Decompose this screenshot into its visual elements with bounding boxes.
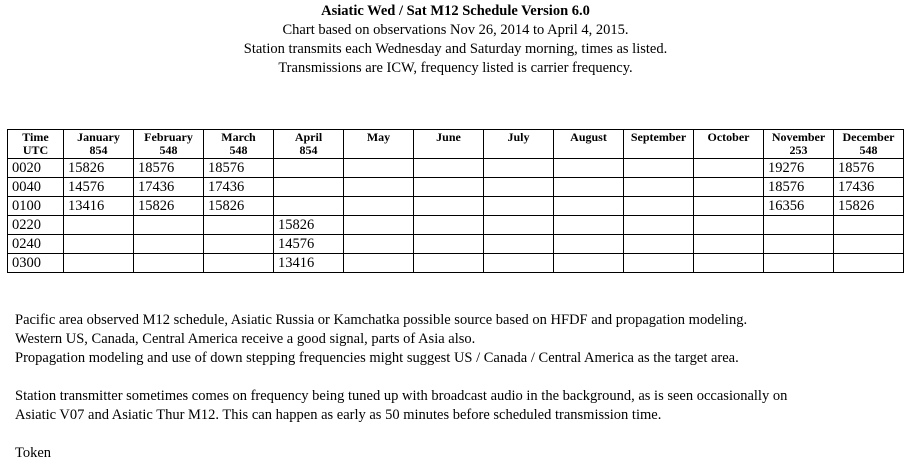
frequency-cell [694, 159, 764, 178]
frequency-cell: 17436 [834, 178, 904, 197]
frequency-cell: 18576 [134, 159, 204, 178]
table-row [8, 159, 904, 178]
frequency-cell [64, 254, 134, 273]
frequency-cell [484, 235, 554, 254]
column-header [8, 130, 64, 159]
column-name: December [842, 130, 895, 144]
table-body [8, 159, 904, 273]
schedule-table [7, 129, 904, 273]
frequency-cell [64, 235, 134, 254]
frequency-cell: 15826 [834, 197, 904, 216]
frequency-cell [274, 197, 344, 216]
frequency-cell [204, 216, 274, 235]
column-name: January [77, 130, 120, 144]
column-name: November [771, 130, 826, 144]
column-subtitle: 548 [159, 142, 178, 157]
frequency-cell [134, 216, 204, 235]
column-subtitle: UTC [22, 142, 49, 157]
frequency-cell [414, 235, 484, 254]
time-cell: 0220 [8, 216, 64, 235]
column-name: July [507, 130, 530, 144]
column-name: October [707, 130, 750, 144]
table-row [8, 216, 904, 235]
column-header [64, 130, 134, 159]
column-name: April [294, 130, 323, 144]
column-name: Time [22, 130, 49, 144]
frequency-cell: 17436 [204, 178, 274, 197]
frequency-cell [764, 216, 834, 235]
frequency-cell [134, 235, 204, 254]
note-tuning-continued: Asiatic V07 and Asiatic Thur M12. This can happen as early as 50 minutes before scheduled transmission time. [15, 407, 662, 423]
column-header [554, 130, 624, 159]
frequency-cell [834, 235, 904, 254]
frequency-cell [694, 235, 764, 254]
frequency-cell [554, 197, 624, 216]
frequency-cell [344, 178, 414, 197]
frequency-cell: 16356 [764, 197, 834, 216]
table-row [8, 178, 904, 197]
frequency-cell: 18576 [764, 178, 834, 197]
column-name: May [366, 130, 391, 144]
frequency-cell [554, 178, 624, 197]
header-line-mode: Transmissions are ICW, frequency listed is carrier frequency. [278, 60, 633, 76]
frequency-cell [694, 216, 764, 235]
frequency-cell [694, 254, 764, 273]
frequency-cell [484, 159, 554, 178]
frequency-cell [274, 159, 344, 178]
frequency-cell: 14576 [64, 178, 134, 197]
column-subtitle: 253 [789, 142, 808, 157]
frequency-cell [624, 159, 694, 178]
time-cell: 0300 [8, 254, 64, 273]
column-name: September [630, 130, 687, 144]
frequency-cell [414, 254, 484, 273]
column-header [414, 130, 484, 159]
column-header [834, 130, 904, 159]
frequency-cell [414, 159, 484, 178]
frequency-cell [834, 216, 904, 235]
frequency-cell [834, 254, 904, 273]
table-row [8, 235, 904, 254]
time-cell: 0040 [8, 178, 64, 197]
frequency-cell [484, 216, 554, 235]
column-name: February [144, 130, 193, 144]
column-header [764, 130, 834, 159]
column-header [344, 130, 414, 159]
frequency-cell: 18576 [204, 159, 274, 178]
column-header [624, 130, 694, 159]
table-header-row [8, 130, 904, 159]
frequency-cell [344, 216, 414, 235]
frequency-cell [344, 254, 414, 273]
frequency-cell [274, 178, 344, 197]
column-header [134, 130, 204, 159]
frequency-cell [694, 178, 764, 197]
column-header [694, 130, 764, 159]
frequency-cell: 19276 [764, 159, 834, 178]
frequency-cell [624, 197, 694, 216]
frequency-cell: 18576 [834, 159, 904, 178]
note-transmitter-tuning: Station transmitter sometimes comes on frequency being tuned up with broadcast audio in the background, as is seen occasionally on [15, 388, 788, 404]
column-name: March [221, 130, 256, 144]
column-header [484, 130, 554, 159]
frequency-cell: 17436 [134, 178, 204, 197]
frequency-cell [484, 254, 554, 273]
column-subtitle: 548 [859, 142, 878, 157]
notes-section [15, 311, 905, 463]
frequency-cell [554, 235, 624, 254]
frequency-cell: 13416 [64, 197, 134, 216]
frequency-cell [134, 254, 204, 273]
frequency-cell [484, 197, 554, 216]
frequency-cell [764, 235, 834, 254]
frequency-cell [624, 216, 694, 235]
frequency-cell: 15826 [64, 159, 134, 178]
frequency-cell [204, 254, 274, 273]
signature: Token [15, 445, 52, 461]
frequency-cell: 15826 [274, 216, 344, 235]
frequency-cell [484, 178, 554, 197]
frequency-cell: 15826 [134, 197, 204, 216]
frequency-cell [414, 197, 484, 216]
frequency-cell [204, 235, 274, 254]
frequency-cell [64, 216, 134, 235]
frequency-cell: 15826 [204, 197, 274, 216]
note-observed-schedule: Pacific area observed M12 schedule, Asiatic Russia or Kamchatka possible source based on HFDF and propagation modeling. [15, 312, 748, 328]
time-cell: 0020 [8, 159, 64, 178]
frequency-cell [624, 235, 694, 254]
column-header [204, 130, 274, 159]
column-name: June [436, 130, 461, 144]
frequency-cell [554, 159, 624, 178]
time-cell: 0100 [8, 197, 64, 216]
header-line-observations: Chart based on observations Nov 26, 2014 to April 4, 2015. [282, 22, 629, 38]
frequency-cell [624, 178, 694, 197]
time-cell: 0240 [8, 235, 64, 254]
column-header [274, 130, 344, 159]
table-row [8, 197, 904, 216]
document-header [0, 2, 911, 78]
note-target-area: Propagation modeling and use of down stepping frequencies might suggest US / Canada / Central America as the target area. [15, 350, 739, 366]
column-name: August [570, 130, 607, 144]
column-subtitle: 548 [229, 142, 248, 157]
frequency-cell: 13416 [274, 254, 344, 273]
frequency-cell [554, 216, 624, 235]
column-subtitle: 854 [299, 142, 318, 157]
frequency-cell: 14576 [274, 235, 344, 254]
frequency-cell [344, 159, 414, 178]
frequency-cell [344, 197, 414, 216]
document-title: Asiatic Wed / Sat M12 Schedule Version 6.0 [321, 3, 590, 19]
note-signal-coverage: Western US, Canada, Central America receive a good signal, parts of Asia also. [15, 331, 476, 347]
frequency-cell [414, 178, 484, 197]
header-line-schedule: Station transmits each Wednesday and Saturday morning, times as listed. [243, 41, 668, 57]
frequency-cell [624, 254, 694, 273]
column-subtitle: 854 [89, 142, 108, 157]
frequency-cell [764, 254, 834, 273]
frequency-cell [554, 254, 624, 273]
frequency-cell [344, 235, 414, 254]
table-row [8, 254, 904, 273]
frequency-cell [414, 216, 484, 235]
frequency-cell [694, 197, 764, 216]
